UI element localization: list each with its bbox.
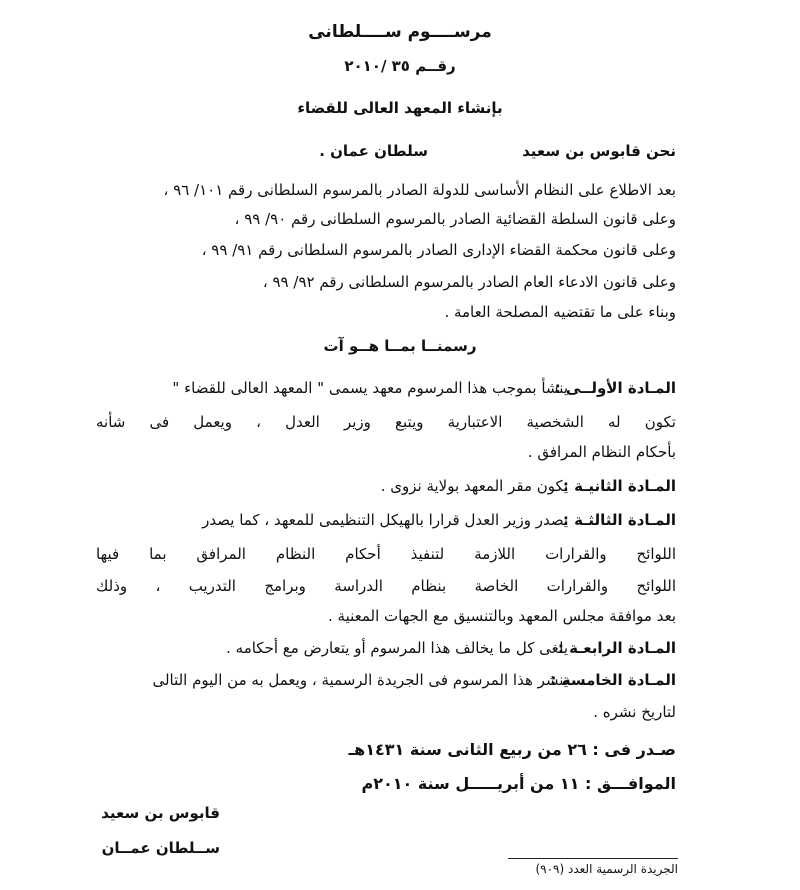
sultan-intro-we: نحن قابوس بن سعيد [522,142,676,160]
preamble-line: بعد الاطلاع على النظام الأساسى للدولة الصادر بالمرسوم السلطانى رقم ١٠١/ ٩٦ ، [163,181,676,199]
preamble-line: وبناء على ما تقتضيه المصلحة العامة . [444,303,676,321]
article-4-label: المـادة الرابعـة : [557,639,676,657]
sultan-intro-title: سلطان عمان . [319,142,428,160]
issued-hijri-date: صـدر فى : ٢٦ من ربيع الثانى سنة ١٤٣١هـ [348,740,676,759]
article-3-line: يصدر وزير العدل قرارا بالهيكل التنظيمى للمعهد ، كما يصدر [202,511,568,529]
article-3-line: اللوائح والقرارات اللازمة لتنفيذ أحكام النظام المرافق بما فيها [96,545,676,563]
article-1-line: ينشأ بموجب هذا المرسوم معهد يسمى " المعهد العالى للقضاء " [172,379,568,397]
article-1-label: المـادة الأولــى : [554,379,676,397]
article-3-line: بعد موافقة مجلس المعهد وبالتنسيق مع الجهات المعنية . [327,607,676,625]
article-3-line: اللوائح والقرارات الخاصة بنظام الدراسة وبرامج التدريب ، وذلك [96,577,676,595]
article-1-line: تكون له الشخصية الاعتبارية ويتبع وزير العدل ، ويعمل فى شأنه [96,413,676,431]
article-5-line: لتاريخ نشره . [593,703,676,721]
article-2-line: يكون مقر المعهد بولاية نزوى . [380,477,568,495]
decree-number: رقــم ٣٥ /٢٠١٠ [344,57,456,75]
article-5-line: ينشر هذا المرسوم فى الجريدة الرسمية ، ويعمل به من اليوم التالى [152,671,568,689]
preamble-line: وعلى قانون الادعاء العام الصادر بالمرسوم السلطانى رقم ٩٢/ ٩٩ ، [262,273,676,291]
article-3-label: المـادة الثالثـة : [562,511,676,529]
article-5-label: المـادة الخامسة : [550,671,676,689]
signature-title: ســلطان عمــان [101,839,220,857]
decreed-heading: رسمنــا بمــا هــو آت [323,337,477,355]
decree-type-heading: مرســــوم ســــلطانى [308,22,492,42]
preamble-line: وعلى قانون السلطة القضائية الصادر بالمرسوم السلطانى رقم ٩٠/ ٩٩ ، [234,210,676,228]
preamble-line: وعلى قانون محكمة القضاء الإدارى الصادر بالمرسوم السلطانى رقم ٩١/ ٩٩ ، [201,241,676,259]
issued-gregorian-date: الموافـــق : ١١ من أبريـــــل سنة ٢٠١٠م [361,774,676,793]
article-4-line: يلغى كل ما يخالف هذا المرسوم أو يتعارض مع أحكامه . [226,639,568,657]
article-2-label: المـادة الثانيـة : [562,477,676,495]
article-1-line: بأحكام النظام المرافق . [527,443,676,461]
signature-name: قابوس بن سعيد [101,804,220,822]
gazette-footer: الجريدة الرسمية العدد (٩٠٩) [508,858,678,877]
decree-subject: بإنشاء المعهد العالى للقضاء [297,99,503,117]
